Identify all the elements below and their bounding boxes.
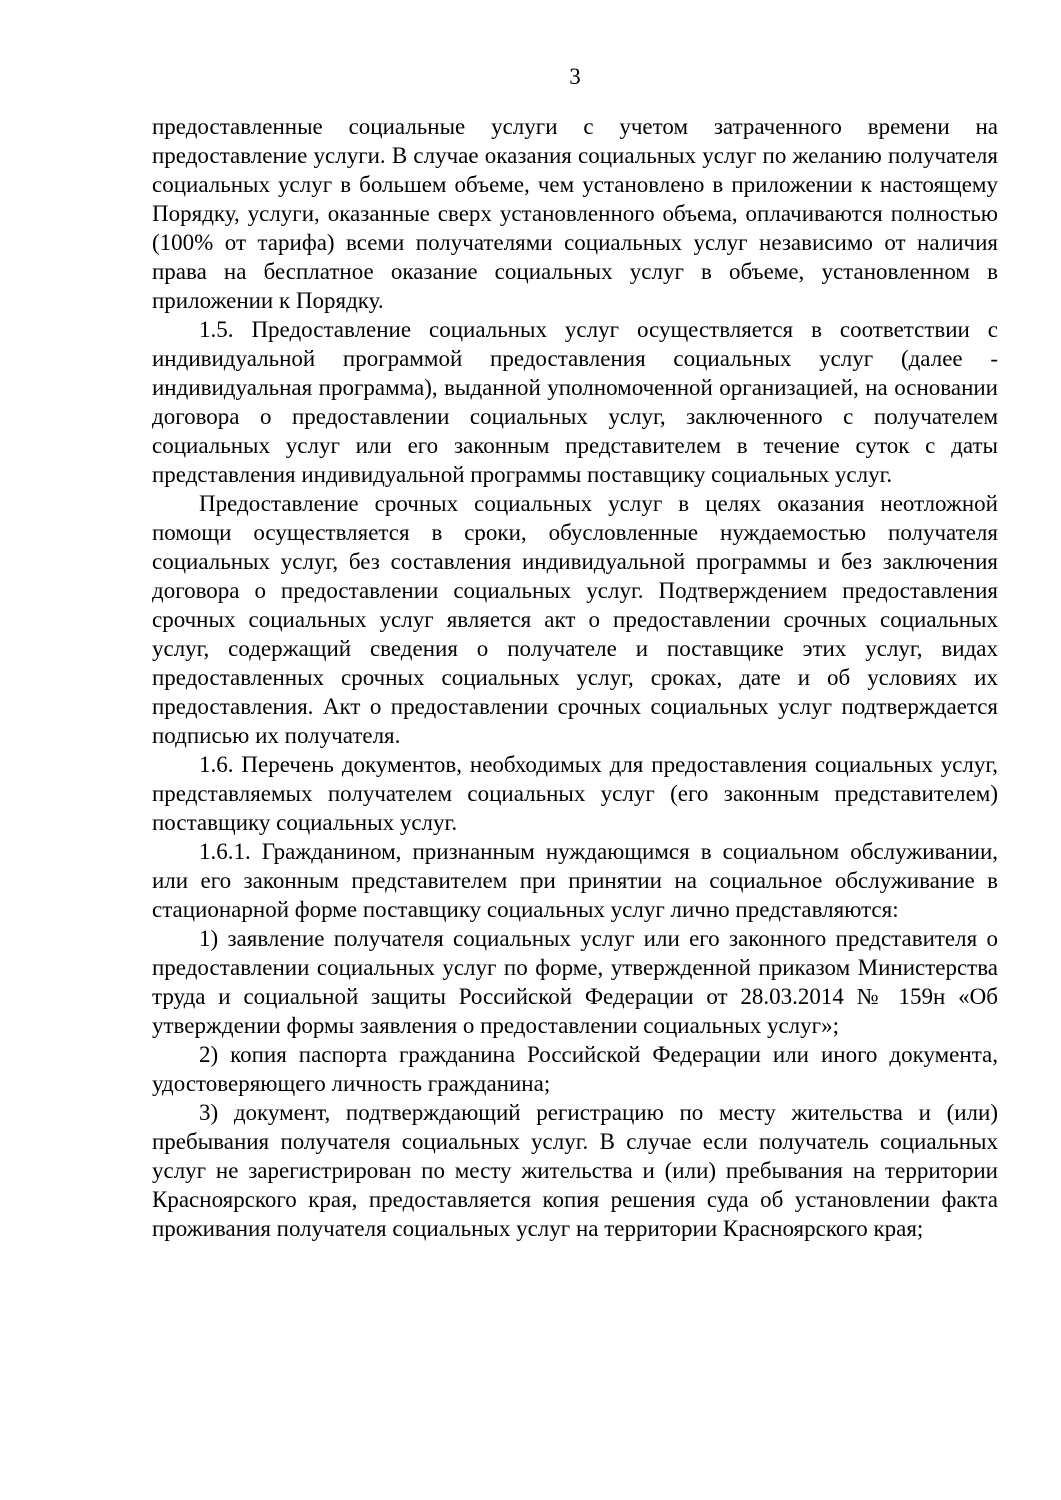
paragraph: Предоставление срочных социальных услуг в целях оказания неотложной помощи осуществляется в сроки, обусловленные нуждаемостью получателя социальных услуг, без составления индивидуальной программы и без заключения договора о предоставлении социальных услуг. Подтверждением предоставления срочных социальных услуг является акт о предоставлении срочных социальных услуг, содержащий сведения о получателе и поставщике этих услуг, видах предоставленных срочных социальных услуг, сроках, дате и об условиях их предоставления. Акт о предоставлении срочных социальных услуг подтверждается подписью их получателя. xyxy=(152,491,998,748)
paragraph: 1.6. Перечень документов, необходимых для предоставления социальных услуг, представляемых получателем социальных услуг (его законным представителем) поставщику социальных услуг. xyxy=(152,752,998,835)
page-number: 3 xyxy=(569,64,581,89)
paragraph: 1.5. Предоставление социальных услуг осуществляется в соответствии с индивидуальной программой предоставления социальных услуг (далее - индивидуальная программа), выданной уполномоченной организацией, на основании договора о предоставлении социальных услуг, заключенного с получателем социальных услуг или его законным представителем в течение суток с даты представления индивидуальной программы поставщику социальных услуг. xyxy=(152,317,998,487)
paragraph: 3) документ, подтверждающий регистрацию по месту жительства и (или) пребывания получателя социальных услуг. В случае если получатель социальных услуг не зарегистрирован по месту жительства и (или) пребывания на территории Красноярского края, предоставляется копия решения суда об установлении факта проживания получателя социальных услуг на территории Красноярского края; xyxy=(152,1100,998,1241)
paragraph: 1.6.1. Гражданином, признанным нуждающимся в социальном обслуживании, или его законным представителем при принятии на социальное обслуживание в стационарной форме поставщику социальных услуг лично представляются: xyxy=(152,839,998,922)
paragraph: 1) заявление получателя социальных услуг или его законного представителя о предоставлении социальных услуг по форме, утвержденной приказом Министерства труда и социальной защиты Российской Федерации от 28.03.2014 № 159н «Об утверждении формы заявления о предоставлении социальных услуг»; xyxy=(152,926,998,1038)
paragraph: предоставленные социальные услуги с учетом затраченного времени на предоставление услуги. В случае оказания социальных услуг по желанию получателя социальных услуг в большем объеме, чем установлено в приложении к настоящему Порядку, услуги, оказанные сверх установленного объема, оплачиваются полностью (100% от тарифа) всеми получателями социальных услуг независимо от наличия права на бесплатное оказание социальных услуг в объеме, установленном в приложении к Порядку. xyxy=(152,114,998,313)
paragraph: 2) копия паспорта гражданина Российской Федерации или иного документа, удостоверяющего личность гражданина; xyxy=(152,1042,998,1096)
document-body xyxy=(152,112,998,1243)
